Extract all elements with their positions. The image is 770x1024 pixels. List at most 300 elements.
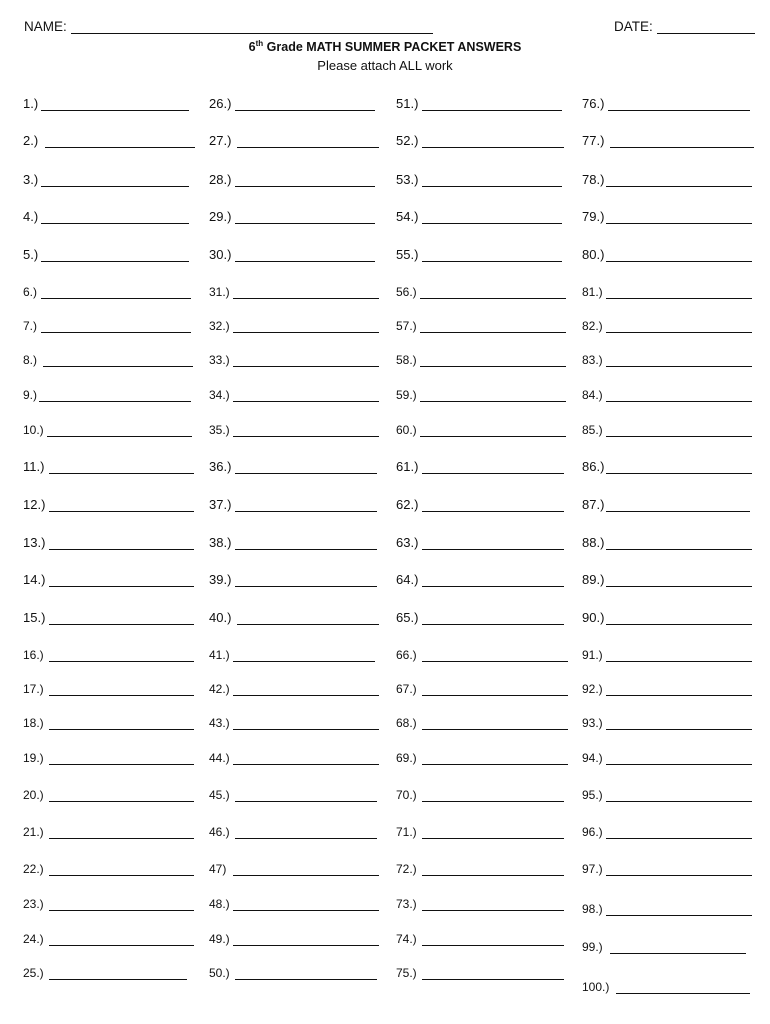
- answer-entry: [582, 388, 752, 402]
- answer-entry: [23, 388, 191, 402]
- question-number: 6.): [23, 285, 38, 299]
- answer-entry: [582, 133, 754, 148]
- question-number: 94.): [582, 751, 603, 765]
- answer-blank[interactable]: [49, 967, 187, 980]
- answer-entry: [23, 966, 187, 980]
- title-grade: 6: [248, 40, 256, 54]
- question-number: 66.): [396, 648, 417, 662]
- answer-blank[interactable]: [233, 320, 379, 333]
- answer-entry: [582, 825, 752, 839]
- question-number: 27.): [209, 133, 232, 148]
- answer-entry: [582, 610, 752, 625]
- answer-blank[interactable]: [235, 537, 377, 550]
- answer-blank[interactable]: [49, 752, 194, 765]
- answer-blank[interactable]: [422, 649, 568, 662]
- answer-blank[interactable]: [606, 903, 752, 916]
- answer-blank[interactable]: [610, 941, 746, 954]
- answer-entry: [209, 459, 377, 474]
- answer-blank[interactable]: [606, 211, 752, 224]
- answer-blank[interactable]: [233, 863, 379, 876]
- answer-entry: [23, 459, 194, 474]
- answer-entry: [209, 388, 379, 402]
- answer-blank[interactable]: [422, 537, 564, 550]
- answer-entry: [23, 172, 189, 187]
- question-number: 96.): [582, 825, 603, 839]
- answer-entry: [396, 862, 564, 876]
- answer-blank[interactable]: [233, 717, 379, 730]
- answer-blank[interactable]: [422, 499, 564, 512]
- answer-blank[interactable]: [606, 389, 752, 402]
- question-number: 45.): [209, 788, 230, 802]
- answer-blank[interactable]: [606, 789, 752, 802]
- answer-blank[interactable]: [233, 933, 379, 946]
- answer-blank[interactable]: [422, 612, 564, 625]
- question-number: 65.): [396, 610, 419, 625]
- answer-blank[interactable]: [233, 354, 379, 367]
- answer-blank[interactable]: [49, 461, 194, 474]
- question-number: 99.): [582, 940, 603, 954]
- answer-blank[interactable]: [606, 612, 752, 625]
- answer-blank[interactable]: [237, 612, 379, 625]
- answer-blank[interactable]: [235, 826, 377, 839]
- answer-entry: [396, 497, 564, 512]
- answer-blank[interactable]: [606, 683, 752, 696]
- answer-blank[interactable]: [47, 424, 192, 437]
- answer-blank[interactable]: [606, 649, 752, 662]
- answer-entry: [396, 172, 562, 187]
- answer-blank[interactable]: [49, 574, 194, 587]
- question-number: 53.): [396, 172, 419, 187]
- question-number: 21.): [23, 825, 44, 839]
- answer-entry: [396, 716, 568, 730]
- answer-entry: [582, 902, 752, 916]
- name-blank[interactable]: [71, 19, 433, 34]
- answer-entry: [582, 940, 746, 954]
- answer-entry: [23, 862, 194, 876]
- answer-entry: [582, 423, 752, 437]
- answer-entry: [209, 209, 375, 224]
- answer-entry: [582, 980, 750, 994]
- answer-entry: [209, 247, 375, 262]
- question-number: 68.): [396, 716, 417, 730]
- question-number: 71.): [396, 825, 417, 839]
- answer-blank[interactable]: [235, 174, 375, 187]
- question-number: 41.): [209, 648, 230, 662]
- answer-entry: [209, 682, 379, 696]
- answer-blank[interactable]: [606, 424, 752, 437]
- answer-entry: [23, 682, 194, 696]
- question-number: 64.): [396, 572, 419, 587]
- question-number: 89.): [582, 572, 605, 587]
- answer-entry: [582, 497, 750, 512]
- question-number: 11.): [23, 459, 45, 474]
- question-number: 26.): [209, 96, 232, 111]
- question-number: 52.): [396, 133, 419, 148]
- answer-blank[interactable]: [41, 286, 191, 299]
- answer-blank[interactable]: [606, 354, 752, 367]
- question-number: 43.): [209, 716, 230, 730]
- answer-blank[interactable]: [49, 537, 194, 550]
- question-number: 87.): [582, 497, 605, 512]
- question-number: 33.): [209, 353, 230, 367]
- question-number: 79.): [582, 209, 605, 224]
- question-number: 29.): [209, 209, 232, 224]
- question-number: 51.): [396, 96, 419, 111]
- answer-entry: [582, 319, 752, 333]
- question-number: 59.): [396, 388, 417, 402]
- answer-blank[interactable]: [606, 717, 752, 730]
- answer-blank[interactable]: [49, 933, 194, 946]
- date-field: [614, 19, 755, 34]
- answer-entry: [209, 423, 379, 437]
- answer-blank[interactable]: [606, 286, 752, 299]
- answer-entry: [23, 423, 192, 437]
- answer-blank[interactable]: [610, 135, 754, 148]
- name-field: [24, 19, 433, 34]
- question-number: 93.): [582, 716, 603, 730]
- answer-entry: [582, 648, 752, 662]
- question-number: 42.): [209, 682, 230, 696]
- answer-entry: [396, 648, 568, 662]
- question-number: 58.): [396, 353, 417, 367]
- answer-entry: [209, 716, 379, 730]
- question-number: 44.): [209, 751, 230, 765]
- question-number: 50.): [209, 966, 230, 980]
- answer-entry: [23, 825, 194, 839]
- answer-blank[interactable]: [235, 967, 377, 980]
- answer-blank[interactable]: [606, 499, 750, 512]
- answer-entry: [396, 825, 564, 839]
- answer-entry: [209, 788, 377, 802]
- answer-entry: [23, 648, 194, 662]
- answer-blank[interactable]: [422, 211, 562, 224]
- answer-entry: [209, 572, 377, 587]
- answer-blank[interactable]: [606, 863, 752, 876]
- question-number: 23.): [23, 897, 44, 911]
- answer-entry: [23, 133, 195, 148]
- answer-entry: [23, 96, 189, 111]
- question-number: 3.): [23, 172, 39, 187]
- answer-blank[interactable]: [606, 174, 752, 187]
- page-title: [0, 39, 770, 54]
- answer-blank[interactable]: [606, 574, 752, 587]
- question-number: 46.): [209, 825, 230, 839]
- answer-entry: [582, 209, 752, 224]
- answer-entry: [582, 459, 752, 474]
- question-number: 13.): [23, 535, 46, 550]
- answer-entry: [396, 966, 564, 980]
- question-number: 14.): [23, 572, 46, 587]
- title-rest: Grade MATH SUMMER PACKET ANSWERS: [263, 40, 522, 54]
- question-number: 57.): [396, 319, 417, 333]
- answer-entry: [209, 285, 379, 299]
- answer-entry: [23, 932, 194, 946]
- question-number: 77.): [582, 133, 605, 148]
- answer-entry: [582, 862, 752, 876]
- question-number: 4.): [23, 209, 39, 224]
- answer-entry: [396, 459, 564, 474]
- question-number: 67.): [396, 682, 417, 696]
- answer-entry: [23, 285, 191, 299]
- answer-blank[interactable]: [41, 211, 189, 224]
- question-number: 81.): [582, 285, 603, 299]
- question-number: 17.): [23, 682, 44, 696]
- answer-blank[interactable]: [233, 752, 379, 765]
- answer-entry: [209, 751, 379, 765]
- answer-entry: [209, 96, 375, 111]
- answer-entry: [209, 897, 379, 911]
- answer-blank[interactable]: [422, 249, 562, 262]
- answer-blank[interactable]: [233, 389, 379, 402]
- question-number: 47): [209, 862, 227, 876]
- answer-entry: [396, 610, 564, 625]
- answer-blank[interactable]: [235, 211, 375, 224]
- question-number: 60.): [396, 423, 417, 437]
- question-number: 35.): [209, 423, 230, 437]
- question-number: 40.): [209, 610, 232, 625]
- question-number: 37.): [209, 497, 232, 512]
- answer-blank[interactable]: [422, 717, 568, 730]
- answer-entry: [582, 572, 752, 587]
- question-number: 28.): [209, 172, 232, 187]
- question-number: 39.): [209, 572, 232, 587]
- question-number: 22.): [23, 862, 44, 876]
- answer-blank[interactable]: [235, 499, 377, 512]
- answer-entry: [396, 247, 562, 262]
- answer-entry: [396, 353, 566, 367]
- answer-blank[interactable]: [422, 574, 564, 587]
- answer-blank[interactable]: [41, 320, 191, 333]
- answer-entry: [23, 209, 189, 224]
- answer-entry: [23, 247, 189, 262]
- question-number: 34.): [209, 388, 230, 402]
- question-number: 56.): [396, 285, 417, 299]
- question-number: 85.): [582, 423, 603, 437]
- answer-entry: [209, 862, 379, 876]
- answer-entry: [582, 172, 752, 187]
- answer-blank[interactable]: [422, 967, 564, 980]
- answer-entry: [23, 572, 194, 587]
- question-number: 97.): [582, 862, 603, 876]
- answer-entry: [23, 788, 194, 802]
- question-number: 55.): [396, 247, 419, 262]
- answer-blank[interactable]: [49, 499, 194, 512]
- answer-entry: [396, 682, 568, 696]
- answer-blank[interactable]: [49, 612, 194, 625]
- answer-entry: [23, 319, 191, 333]
- answer-entry: [582, 788, 752, 802]
- answer-entry: [209, 966, 377, 980]
- answer-entry: [23, 751, 194, 765]
- answer-entry: [396, 535, 564, 550]
- answer-blank[interactable]: [233, 649, 375, 662]
- answer-entry: [582, 353, 752, 367]
- answer-entry: [396, 133, 564, 148]
- answer-blank[interactable]: [49, 717, 194, 730]
- answer-entry: [23, 353, 193, 367]
- answer-blank[interactable]: [422, 789, 564, 802]
- answer-blank[interactable]: [41, 174, 189, 187]
- answer-entry: [582, 682, 752, 696]
- answer-blank[interactable]: [422, 135, 564, 148]
- answer-blank[interactable]: [422, 174, 562, 187]
- question-number: 10.): [23, 423, 44, 437]
- question-number: 38.): [209, 535, 232, 550]
- answer-entry: [23, 535, 194, 550]
- date-label: DATE:: [614, 19, 653, 34]
- answer-blank[interactable]: [608, 98, 750, 111]
- answer-blank[interactable]: [422, 683, 568, 696]
- question-number: 20.): [23, 788, 44, 802]
- question-number: 24.): [23, 932, 44, 946]
- answer-blank[interactable]: [420, 389, 566, 402]
- question-number: 62.): [396, 497, 419, 512]
- answer-blank[interactable]: [420, 286, 566, 299]
- answer-entry: [209, 648, 375, 662]
- question-number: 2.): [23, 133, 39, 148]
- answer-blank[interactable]: [422, 826, 564, 839]
- answer-blank[interactable]: [49, 898, 194, 911]
- answer-blank[interactable]: [606, 249, 752, 262]
- question-number: 5.): [23, 247, 39, 262]
- question-number: 70.): [396, 788, 417, 802]
- question-number: 69.): [396, 751, 417, 765]
- question-number: 73.): [396, 897, 417, 911]
- answer-entry: [396, 285, 566, 299]
- question-number: 83.): [582, 353, 603, 367]
- question-number: 84.): [582, 388, 603, 402]
- answer-blank[interactable]: [45, 135, 195, 148]
- answer-entry: [23, 716, 194, 730]
- question-number: 49.): [209, 932, 230, 946]
- answer-entry: [396, 788, 564, 802]
- answer-blank[interactable]: [606, 826, 752, 839]
- answer-blank[interactable]: [422, 933, 564, 946]
- answer-entry: [209, 353, 379, 367]
- answer-blank[interactable]: [606, 752, 752, 765]
- answer-blank[interactable]: [235, 98, 375, 111]
- answer-entry: [396, 897, 564, 911]
- answer-entry: [23, 497, 194, 512]
- answer-blank[interactable]: [235, 249, 375, 262]
- answer-entry: [582, 285, 752, 299]
- question-number: 63.): [396, 535, 419, 550]
- answer-entry: [209, 133, 379, 148]
- question-number: 98.): [582, 902, 603, 916]
- answer-entry: [209, 319, 379, 333]
- question-number: 48.): [209, 897, 230, 911]
- answer-entry: [209, 172, 375, 187]
- answer-blank[interactable]: [420, 424, 566, 437]
- answer-entry: [582, 535, 752, 550]
- answer-entry: [396, 388, 566, 402]
- answer-blank[interactable]: [422, 752, 568, 765]
- answer-blank[interactable]: [422, 461, 564, 474]
- answer-blank[interactable]: [235, 461, 377, 474]
- answer-blank[interactable]: [616, 981, 750, 994]
- question-number: 19.): [23, 751, 44, 765]
- question-number: 8.): [23, 353, 38, 367]
- question-number: 32.): [209, 319, 230, 333]
- answer-entry: [209, 610, 379, 625]
- answer-blank[interactable]: [49, 683, 194, 696]
- question-number: 16.): [23, 648, 44, 662]
- date-blank[interactable]: [657, 19, 755, 34]
- question-number: 74.): [396, 932, 417, 946]
- answer-blank[interactable]: [39, 389, 191, 402]
- answer-blank[interactable]: [41, 249, 189, 262]
- answer-blank[interactable]: [233, 898, 379, 911]
- question-number: 95.): [582, 788, 603, 802]
- question-number: 91.): [582, 648, 603, 662]
- question-number: 15.): [23, 610, 46, 625]
- title-suffix: th: [255, 39, 264, 48]
- answer-blank[interactable]: [49, 789, 194, 802]
- answer-entry: [396, 932, 564, 946]
- answer-blank[interactable]: [49, 649, 194, 662]
- question-number: 54.): [396, 209, 419, 224]
- question-number: 72.): [396, 862, 417, 876]
- answer-entry: [396, 751, 568, 765]
- answer-blank[interactable]: [235, 574, 377, 587]
- answer-entry: [396, 572, 564, 587]
- answer-blank[interactable]: [235, 789, 377, 802]
- answer-entry: [23, 897, 194, 911]
- answer-blank[interactable]: [422, 863, 564, 876]
- answer-blank[interactable]: [49, 863, 194, 876]
- answer-blank[interactable]: [420, 354, 566, 367]
- question-number: 25.): [23, 966, 44, 980]
- answer-entry: [582, 751, 752, 765]
- page-subtitle: Please attach ALL work: [317, 58, 453, 73]
- answer-blank[interactable]: [233, 286, 379, 299]
- answer-entry: [209, 497, 377, 512]
- question-number: 80.): [582, 247, 605, 262]
- answer-blank[interactable]: [420, 320, 566, 333]
- answer-blank[interactable]: [49, 826, 194, 839]
- answer-entry: [396, 319, 566, 333]
- answer-blank[interactable]: [422, 98, 562, 111]
- question-number: 78.): [582, 172, 605, 187]
- answer-entry: [23, 610, 194, 625]
- answer-blank[interactable]: [233, 683, 379, 696]
- question-number: 61.): [396, 459, 419, 474]
- answer-blank[interactable]: [237, 135, 379, 148]
- answer-entry: [396, 209, 562, 224]
- question-number: 90.): [582, 610, 605, 625]
- answer-entry: [582, 716, 752, 730]
- question-number: 36.): [209, 459, 232, 474]
- answer-blank[interactable]: [41, 98, 189, 111]
- answer-entry: [209, 825, 377, 839]
- question-number: 75.): [396, 966, 417, 980]
- answer-blank[interactable]: [43, 354, 193, 367]
- answer-entry: [582, 247, 752, 262]
- question-number: 9.): [23, 388, 38, 402]
- answer-entry: [396, 96, 562, 111]
- question-number: 92.): [582, 682, 603, 696]
- question-number: 76.): [582, 96, 605, 111]
- answer-blank[interactable]: [606, 461, 752, 474]
- answer-entry: [396, 423, 566, 437]
- question-number: 18.): [23, 716, 44, 730]
- answer-blank[interactable]: [606, 537, 752, 550]
- answer-blank[interactable]: [422, 898, 564, 911]
- answer-blank[interactable]: [233, 424, 379, 437]
- answer-blank[interactable]: [606, 320, 752, 333]
- answer-entry: [582, 96, 750, 111]
- answer-entry: [209, 535, 377, 550]
